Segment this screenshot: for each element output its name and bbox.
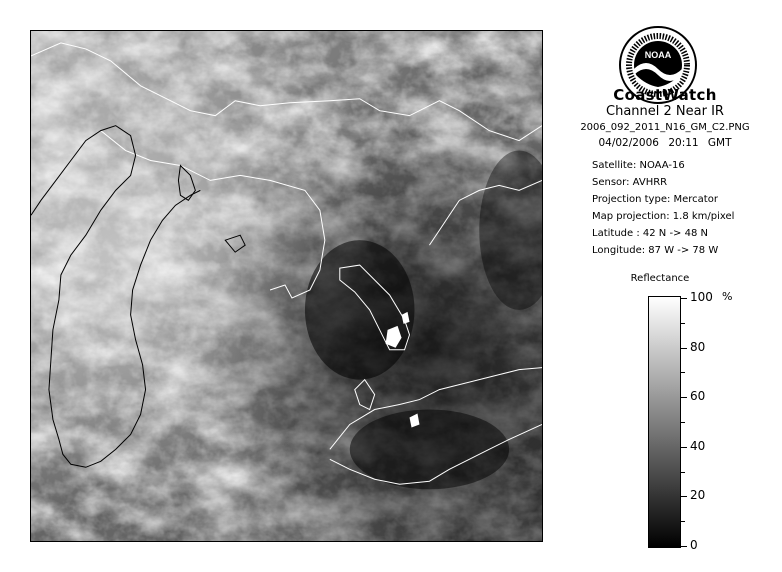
projection-type-label: Projection type: Mercator xyxy=(592,194,718,205)
sensor-label: Sensor: AVHRR xyxy=(592,177,668,188)
colorbar-tick xyxy=(681,397,687,398)
colorbar-unit: % xyxy=(722,290,733,303)
colorbar-tick xyxy=(681,546,687,547)
dark-lake-erie-area xyxy=(350,410,509,490)
colorbar-tick xyxy=(681,298,687,299)
time-value: 20:11 GMT xyxy=(668,137,732,149)
colorbar-minor-tick xyxy=(681,372,685,373)
filename-label: 2006_092_2011_N16_GM_C2.PNG xyxy=(580,122,750,133)
colorbar-tick-label: 0 xyxy=(690,538,698,552)
colorbar-tick-label: 20 xyxy=(690,488,706,503)
satellite-image xyxy=(30,30,543,542)
latitude-label: Latitude : 42 N -> 48 N xyxy=(592,228,708,239)
colorbar-tick-label: 60 xyxy=(690,389,706,404)
datetime-label xyxy=(560,137,770,149)
colorbar-tick xyxy=(681,348,687,349)
colorbar-tick xyxy=(681,447,687,448)
colorbar-minor-tick xyxy=(681,521,685,522)
colorbar-minor-tick xyxy=(681,472,685,473)
longitude-label: Longitude: 87 W -> 78 W xyxy=(592,245,719,256)
colorbar-tick xyxy=(681,496,687,497)
reflectance-colorbar xyxy=(648,296,681,548)
colorbar-tick-label: 40 xyxy=(690,438,706,453)
date-value: 04/02/2006 xyxy=(598,137,659,149)
colorbar-minor-tick xyxy=(681,323,685,324)
satellite-label: Satellite: NOAA-16 xyxy=(592,160,685,171)
logo-text: NOAA xyxy=(644,50,672,60)
map-projection-label: Map projection: 1.8 km/pixel xyxy=(592,211,735,222)
colorbar-tick-label: 100 xyxy=(690,290,713,304)
colorbar-title: Reflectance xyxy=(630,273,690,284)
colorbar-tick-label: 80 xyxy=(690,339,706,354)
product-title: CoastWatch xyxy=(613,86,717,104)
satellite-map-svg xyxy=(31,31,542,541)
colorbar-minor-tick xyxy=(681,422,685,423)
channel-label: Channel 2 Near IR xyxy=(606,104,724,119)
